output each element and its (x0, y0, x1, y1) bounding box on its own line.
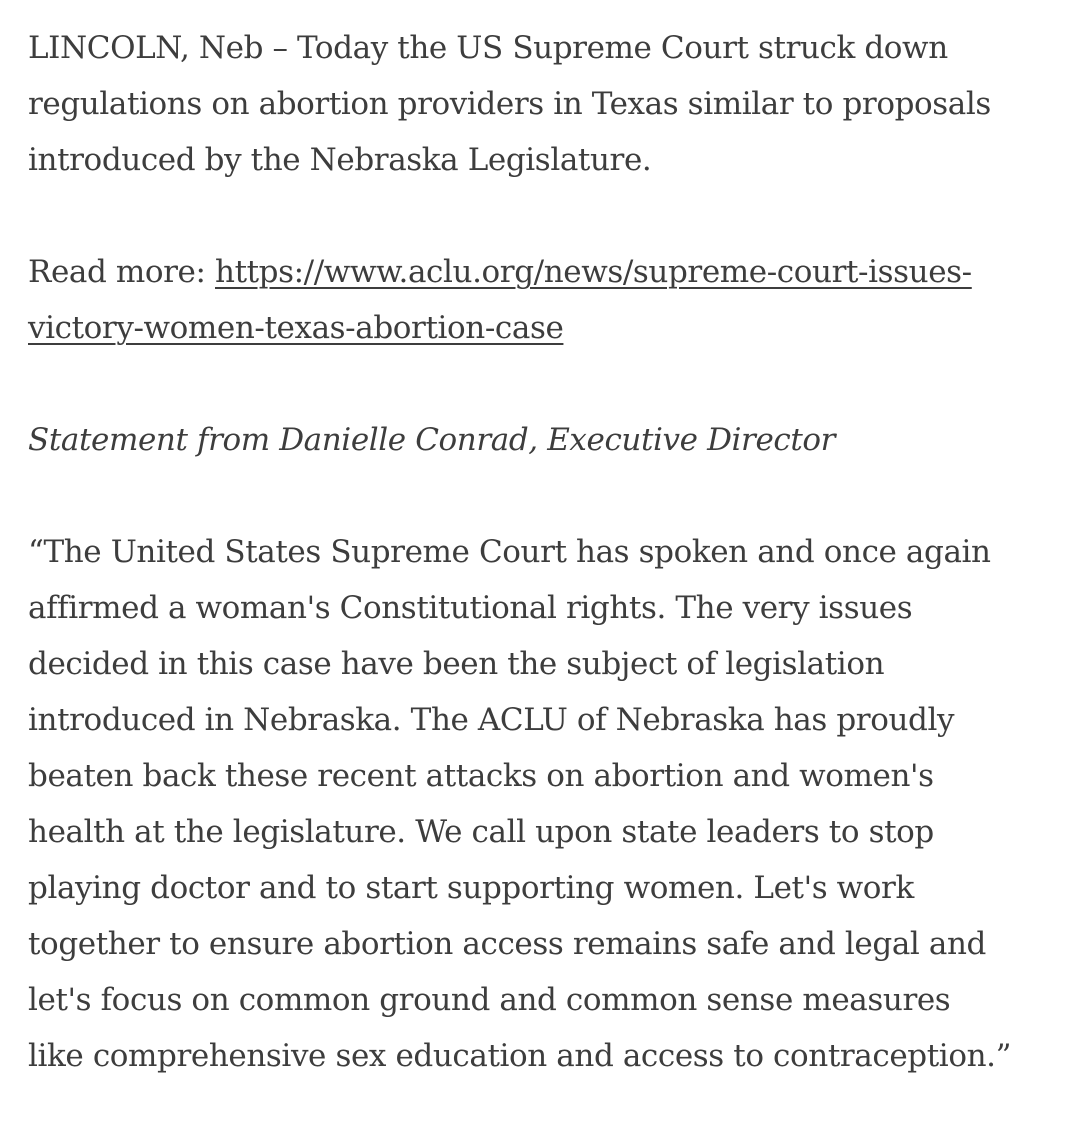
read-more-label: Read more: (28, 254, 215, 290)
quote-line: playing doctor and to start supporting women. Let's work (28, 870, 914, 906)
quote-line: beaten back these recent attacks on abortion and women's (28, 758, 934, 794)
quote-line: let's focus on common ground and common sense measures (28, 982, 951, 1018)
quote-line: like comprehensive sex education and access to contraception.” (28, 1038, 1012, 1074)
quote-line: together to ensure abortion access remains safe and legal and (28, 926, 986, 962)
quote-line: decided in this case have been the subject of legislation (28, 646, 885, 682)
quote-line: introduced in Nebraska. The ACLU of Nebraska has proudly (28, 702, 955, 738)
read-more-paragraph (28, 244, 1058, 356)
intro-line: regulations on abortion providers in Texas similar to proposals (28, 86, 991, 122)
quote-paragraph (28, 524, 1058, 1084)
read-more-line (28, 244, 1058, 300)
intro-line: introduced by the Nebraska Legislature. (28, 142, 652, 178)
intro-line: LINCOLN, Neb – Today the US Supreme Court struck down (28, 30, 948, 66)
attribution-text: Statement from Danielle Conrad, Executive Director (28, 422, 836, 458)
read-more-line (28, 300, 1058, 356)
quote-line: health at the legislature. We call upon state leaders to stop (28, 814, 934, 850)
article-link-continued[interactable]: victory-women-texas-abortion-case (28, 310, 564, 346)
statement-attribution (28, 412, 1058, 468)
article-link[interactable]: https://www.aclu.org/news/supreme-court-issues- (215, 254, 972, 290)
quote-line: “The United States Supreme Court has spoken and once again (28, 534, 991, 570)
quote-line: affirmed a woman's Constitutional rights. The very issues (28, 590, 913, 626)
intro-paragraph (28, 20, 1058, 188)
article-body (28, 20, 1058, 1140)
